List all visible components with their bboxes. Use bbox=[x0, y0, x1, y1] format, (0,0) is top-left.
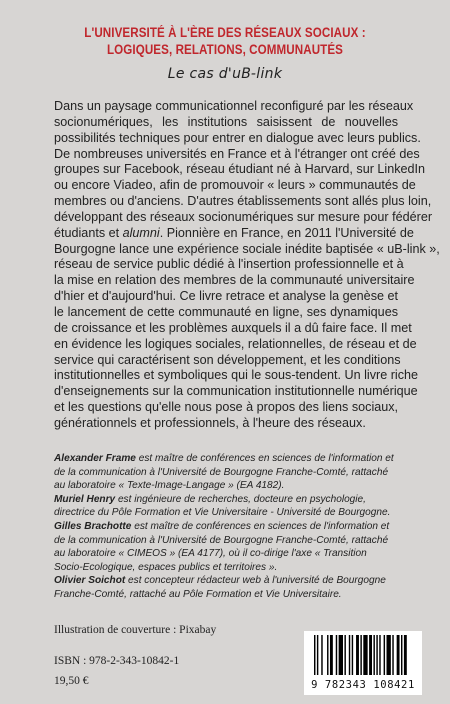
barcode-bar bbox=[330, 635, 333, 675]
barcode-bar bbox=[339, 635, 343, 675]
summary-line: la mise en relation des membres de la communauté universitaire bbox=[54, 273, 415, 288]
author-name: Muriel Henry bbox=[54, 493, 116, 505]
book-title-line-1: L'UNIVERSITÉ À L'ÈRE DES RÉSEAUX SOCIAUX : bbox=[84, 25, 366, 40]
bio-line bbox=[54, 574, 400, 588]
bio-line bbox=[54, 479, 400, 493]
barcode-bar bbox=[401, 635, 402, 675]
barcode-bar bbox=[321, 635, 322, 675]
cover-illustration-credit: Illustration de couverture : Pixabay bbox=[54, 624, 217, 636]
barcode-bar bbox=[360, 635, 361, 675]
summary-line: Dans un paysage communicationnel reconfiguré par les réseaux bbox=[54, 99, 414, 113]
summary-line: Bourgogne lance une expérience sociale inédite baptisée « uB-link », bbox=[54, 241, 440, 256]
bio-text: de la communication à l'Université de Bourgogne Franche-Comté, rattaché bbox=[54, 466, 389, 478]
bio-text: Franche-Comté, rattaché au Pôle Formation et Vie Universitaire. bbox=[54, 588, 342, 600]
barcode-digits: 9 782343 108421 bbox=[311, 679, 415, 691]
summary-line: réseau de service public dédié à l'insertion professionnelle et à bbox=[54, 257, 404, 272]
bio-line bbox=[54, 520, 400, 534]
bio-text: de la communication à l'Université de Bourgogne Franche-Comté, rattaché bbox=[54, 534, 389, 546]
barcode-bar bbox=[317, 635, 318, 675]
summary-line: d'enseignements sur la communication institutionnelle numérique bbox=[54, 384, 418, 399]
author-bio bbox=[54, 520, 400, 574]
author-name: Gilles Brachotte bbox=[54, 520, 132, 532]
barcode-bar bbox=[356, 635, 359, 675]
summary-line: socionumériques, les institutions saisissent de nouvelles bbox=[54, 114, 398, 129]
book-summary bbox=[54, 99, 440, 432]
bio-line bbox=[54, 534, 400, 548]
summary-line: générationnels et professionnels, à l'heure des réseaux. bbox=[54, 415, 366, 430]
summary-line: le lancement de cette communauté en ligne, ses dynamiques bbox=[54, 304, 398, 319]
summary-line: étudiants et alumni. Pionnière en France, en 2011 l'Université de bbox=[54, 225, 414, 240]
barcode-bar bbox=[352, 635, 353, 675]
bio-text: au laboratoire « CIMEOS » (EA 4177), où il co-dirige l'axe « Transition bbox=[54, 548, 367, 560]
summary-line: d'hier et d'aujourd'hui. Ce livre retrace et analyse la genèse et bbox=[54, 289, 398, 304]
price: 19,50 € bbox=[54, 675, 89, 687]
author-name: Alexander Frame bbox=[54, 453, 136, 464]
bio-line bbox=[54, 452, 400, 466]
bio-line bbox=[54, 493, 400, 507]
bio-line bbox=[54, 588, 400, 602]
summary-line: de croissance et les problèmes auxquels il a dû faire face. Il met bbox=[54, 320, 412, 335]
summary-line: possibilités techniques pour entrer en dialogue avec leurs publics. bbox=[54, 130, 421, 145]
bio-line bbox=[54, 547, 400, 561]
summary-paragraph bbox=[54, 99, 440, 432]
author-bio bbox=[54, 574, 400, 601]
bio-text: est ingénieure de recherches, docteure en psychologie, bbox=[115, 493, 366, 505]
summary-line: institutionnelles et symboliques qui le sous-tendent. Un livre riche bbox=[54, 368, 419, 383]
summary-line: développant des réseaux socionumériques sur mesure pour fédérer bbox=[54, 209, 433, 224]
barcode-bar bbox=[373, 635, 374, 675]
summary-line: ou encore Viadeo, afin de promouvoir « leurs » communautés de bbox=[54, 178, 416, 193]
barcode-bar bbox=[392, 635, 393, 675]
summary-line: et les questions qu'elle nous pose à propos des liens sociaux, bbox=[54, 400, 399, 415]
barcode bbox=[304, 631, 422, 695]
bio-text: est concepteur rédacteur web à l'université de Bourgogne bbox=[125, 575, 386, 587]
author-bio bbox=[54, 493, 400, 520]
barcode-bar bbox=[336, 635, 337, 675]
barcode-bar bbox=[397, 635, 400, 675]
bio-text: directrice du Pôle Formation et Vie Universitaire - Université de Bourgogne. bbox=[54, 507, 391, 519]
barcode-bar bbox=[314, 635, 315, 675]
bio-text: Socio-Ecologique, espaces publics et territoires ». bbox=[54, 561, 278, 573]
author-bios bbox=[54, 452, 400, 602]
barcode-bar bbox=[379, 635, 380, 675]
bio-line bbox=[54, 506, 400, 520]
author-name: Olivier Soichot bbox=[54, 575, 126, 587]
barcode-bar bbox=[327, 635, 328, 675]
summary-line: membres ou d'anciens. D'autres établissements sont allés plus loin, bbox=[54, 194, 432, 209]
summary-line: De nombreuses universités en France et à l'étranger ont créé des bbox=[54, 146, 420, 161]
barcode-bar bbox=[363, 635, 367, 675]
bio-line bbox=[54, 466, 400, 480]
barcode-bar bbox=[387, 635, 391, 675]
bio-line bbox=[54, 561, 400, 575]
summary-line: groupes sur Facebook, réseau étudiant né à Harvard, sur LinkedIn bbox=[54, 162, 426, 177]
summary-line: en évidence les logiques sociales, relationnelles, de réseau et de bbox=[54, 336, 417, 351]
bio-text: est maître de conférences en sciences de l'information et bbox=[135, 453, 394, 464]
barcode-bar bbox=[376, 635, 377, 675]
author-bio bbox=[54, 452, 400, 493]
bio-text: au laboratoire « Texte-Image-Langage » (EA 4182). bbox=[54, 480, 285, 492]
book-subtitle: Le cas d'uB-link bbox=[167, 66, 283, 82]
isbn: ISBN : 978-2-343-10842-1 bbox=[54, 655, 180, 667]
barcode-bar bbox=[349, 635, 350, 675]
summary-line: service qui caractérisent son développement, et les conditions bbox=[54, 352, 401, 367]
bio-text: est maître de conférences en sciences de l'information et bbox=[131, 520, 390, 532]
barcode-bars bbox=[312, 635, 414, 679]
barcode-bar bbox=[344, 635, 345, 675]
book-title-line-2: LOGIQUES, RELATIONS, COMMUNAUTÉS bbox=[106, 42, 344, 57]
barcode-bar bbox=[384, 635, 385, 675]
barcode-bar bbox=[404, 635, 407, 675]
barcode-bar bbox=[369, 635, 372, 675]
